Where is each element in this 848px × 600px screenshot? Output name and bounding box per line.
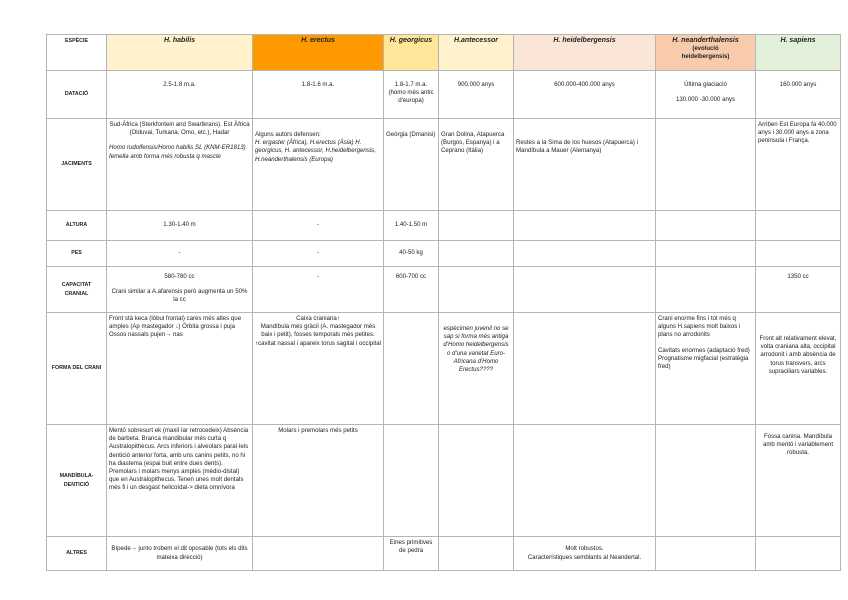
cell-forma-sapiens: Front alt relativament elevat, volta craniana alta, occipital arrodonit i amb absència de torus transvers, arcs supraciliars variables. xyxy=(756,313,841,425)
row-datacio xyxy=(47,71,841,119)
jaciments-erectus-text1: Alguns autors defensen: xyxy=(255,131,321,138)
label-capacitat-line1: CAPACITAT xyxy=(61,282,92,289)
label-forma: FORMA DEL CRANI xyxy=(47,313,107,425)
header-row xyxy=(47,35,841,71)
altres-heidelbergensis-line2: Característiques semblants al Neandertal. xyxy=(527,553,642,561)
datacio-neanderthalensis-line1: Última glaciació xyxy=(684,81,727,88)
cell-pes-georgicus: 40-50 kg xyxy=(384,241,439,267)
cell-jaciments-habilis xyxy=(107,119,253,211)
cell-pes-erectus: - xyxy=(253,241,384,267)
cell-datacio-erectus: 1.8-1.6 m.a. xyxy=(253,71,384,119)
header-sapiens: H. sapiens xyxy=(756,35,841,71)
header-georgicus: H. georgicus xyxy=(384,35,439,71)
forma-erectus-line2: Mandíbula més gràcil (A. mastegador més baix i petit), fosses temporals més petites. xyxy=(260,323,376,339)
forma-erectus-line1: Caixa craniana↑ xyxy=(296,315,340,322)
label-capacitat-line2: CRANIAL xyxy=(64,290,89,297)
cell-altres-habilis: Bípede→ junto trobem el dit oposable (tots els dits mateixa direcció) xyxy=(107,537,253,571)
cell-forma-habilis: Front stà keca (lòbul frontal) cares més altes que amples (Ap mastegador ↓) Òrbita grossa i puja Ossos nassals pujen→ nas xyxy=(107,313,253,425)
row-altura xyxy=(47,211,841,241)
cell-altres-heidelbergensis xyxy=(514,537,656,571)
cell-mandibula-erectus: Molars i premolars més petits xyxy=(253,425,384,537)
cell-jaciments-antecessor: Gran Dolina, Atapuerca (Burgos, Espanya) i a Ceprano (Itàlia) xyxy=(439,119,514,211)
cell-mandibula-habilis: Mentó sobresurt ek (maxil·lar retrocedeix) Absència de barbeta. Branca mandibular més curta q Australopithecus. Arcs inferiors i alveolars paral·lels denticiò anterior forta, amb uns canins petits, no hi ha diastema (espai buit entre dues dents). Premolars i molars menys amples (mèdio-distal) que en Australopithecus. Tenen unes molt dentals més fi i un desgast helicoïdal-> dieta omnívora xyxy=(107,425,253,537)
cell-jaciments-georgicus: Geòrgia (Dmanisi) xyxy=(384,119,439,211)
header-antecessor: H.antecessor xyxy=(439,35,514,71)
cell-datacio-antecessor: 900.000 anys xyxy=(439,71,514,119)
cell-jaciments-erectus xyxy=(253,119,384,211)
cell-datacio-heidelbergensis: 600.000-400.000 anys xyxy=(514,71,656,119)
forma-neanderthalensis-line3: Prognatisme migfacial (estratègia fred) xyxy=(658,354,749,371)
label-capacitat xyxy=(47,267,107,313)
jaciments-habilis-text2: Homo rudolfensis/Homo habilis SL (KNM-ER1813) femella amb forma més robusta q mascle xyxy=(109,144,246,160)
cell-altres-georgicus: Eines primitives de pedra xyxy=(384,537,439,571)
cell-datacio-georgicus: 1.8-1.7 m.a. (homo més antic d'europa) xyxy=(384,71,439,119)
cell-jaciments-sapiens: Arriben Est Europa fa 40.000 anys i 30.000 anys a zona peninsula i França. xyxy=(756,119,841,211)
altres-heidelbergensis-line1: Molt robustos. xyxy=(565,545,604,553)
label-pes: PES xyxy=(47,241,107,267)
forma-neanderthalensis-line2: Cavitats enormes (adaptació fred) xyxy=(658,346,750,354)
capacitat-habilis-value: 580-780 cc xyxy=(164,273,195,280)
cell-capacitat-sapiens: 1350 cc xyxy=(756,267,841,313)
label-mandibula-line2: DENTICIÓ xyxy=(63,481,90,488)
cell-forma-neanderthalensis xyxy=(656,313,756,425)
datacio-neanderthalensis-line2: 130.000 -30.000 anys xyxy=(676,96,735,104)
cell-altura-erectus: - xyxy=(253,211,384,241)
cell-pes-habilis: - xyxy=(107,241,253,267)
header-neanderthalensis xyxy=(656,35,756,71)
row-mandibula xyxy=(47,425,841,537)
label-altres: ALTRES xyxy=(47,537,107,571)
forma-erectus-line3: ↑cavitat nassal i apareix torus sagital i occipital xyxy=(255,339,381,347)
cell-jaciments-neanderthalensis xyxy=(656,119,756,211)
header-habilis: H. habilis xyxy=(107,35,253,71)
label-datacio: DATACIÓ xyxy=(47,71,107,119)
species-comparison-table xyxy=(46,34,841,571)
row-forma xyxy=(47,313,841,425)
label-mandibula xyxy=(47,425,107,537)
header-neanderthalensis-title: H. neanderthalensis xyxy=(672,37,739,44)
capacitat-habilis-note: Crani similar a A.afarensis però augmenta un 50% la cc xyxy=(111,288,248,304)
cell-altura-habilis: 1.30-1.40 m xyxy=(107,211,253,241)
cell-jaciments-heidelbergensis: Restes a la Sima de los huesos (Atapuerca) i Mandíbula a Mauer (Alemanya) xyxy=(514,119,656,211)
row-jaciments xyxy=(47,119,841,211)
cell-altura-georgicus: 1.40-1.50 m xyxy=(384,211,439,241)
label-mandibula-line1: MANDÍBULA- xyxy=(59,473,94,480)
cell-capacitat-habilis xyxy=(107,267,253,313)
row-capacitat xyxy=(47,267,841,313)
cell-datacio-habilis: 2.5-1.8 m.a. xyxy=(107,71,253,119)
cell-forma-antecessor: espècimen juvenil no se sap si forma més antiga d'Homo heidelbergensis o d'una varietat Euro-Africana d'Homo Erectus???? xyxy=(439,313,514,425)
cell-datacio-sapiens: 160.000 anys xyxy=(756,71,841,119)
jaciments-habilis-text1: Sud-Àfrica (Sterkfontein and Swartkrans). Est Àfrica (Olduvai, Turkana, Omo, etc.), Hadar xyxy=(109,121,250,137)
cell-capacitat-erectus: - xyxy=(253,267,384,313)
header-neanderthalensis-sub2: heidelbergensis) xyxy=(681,54,730,61)
header-erectus: H. erectus xyxy=(253,35,384,71)
jaciments-erectus-text2: H. ergaster (Àfrica), H.erectus (Àsia) H. georgicus, H. antecessor, H.heidelbergensis, H.neanderthalensis (Europa) xyxy=(255,139,376,163)
label-altura: ALTURA xyxy=(47,211,107,241)
cell-mandibula-sapiens: Fossa canina. Mandíbula amb mentó i variablement robusta. xyxy=(756,425,841,537)
header-neanderthalensis-sub1: (evolució xyxy=(692,46,719,53)
row-pes xyxy=(47,241,841,267)
cell-capacitat-georgicus: 600-700 cc xyxy=(384,267,439,313)
cell-forma-erectus xyxy=(253,313,384,425)
label-jaciments: JACIMENTS xyxy=(47,119,107,211)
forma-neanderthalensis-line1: Crani enorme fins i tot més q alguns H.sapiens molt baixos i plans no arrodonits xyxy=(658,315,741,339)
cell-datacio-neanderthalensis xyxy=(656,71,756,119)
header-heidelbergensis: H. heidelbergensis xyxy=(514,35,656,71)
header-especie: ESPÈCIE xyxy=(47,35,107,71)
row-altres xyxy=(47,537,841,571)
